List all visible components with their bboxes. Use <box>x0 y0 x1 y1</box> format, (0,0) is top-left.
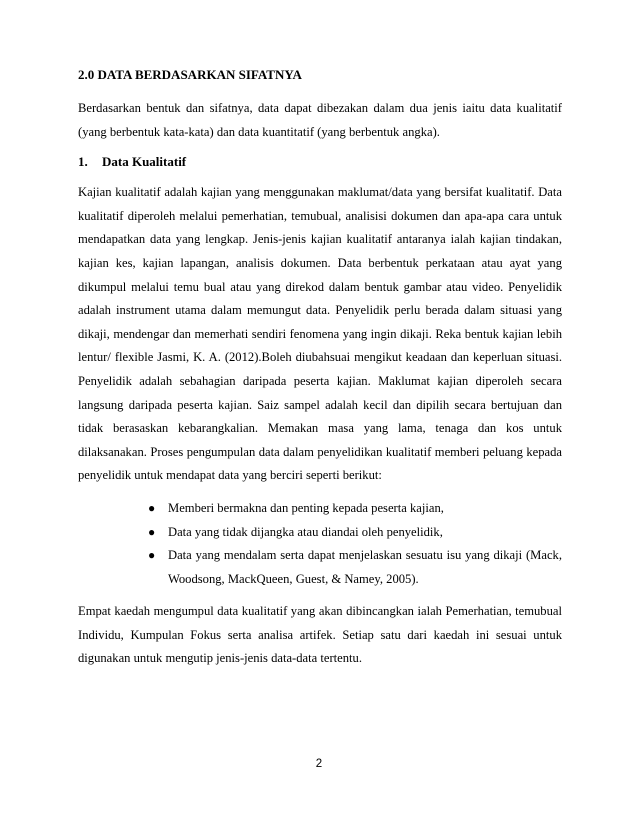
bullet-text: Memberi bermakna dan penting kepada peserta kajian, <box>168 500 444 515</box>
page-content <box>78 66 562 680</box>
bullet-icon: ● <box>148 524 156 539</box>
bullet-icon: ● <box>148 548 156 563</box>
bullet-icon: ● <box>148 500 156 515</box>
page-number: 2 <box>315 758 323 770</box>
subsection-heading <box>78 153 562 171</box>
closing-paragraph: Empat kaedah mengumpul data kualitatif yang akan dibincangkan ialah Pemerhatian, temubual Individu, Kumpulan Fokus serta analisa artifek. Setiap satu dari kaedah ini sesuai untuk digunakan untuk mengutip jenis-jenis data-data tertentu. <box>78 604 562 666</box>
list-item <box>148 544 562 591</box>
bullet-text: Data yang mendalam serta dapat menjelaskan sesuatu isu yang dikaji (Mack, Woodsong, MackQueen, Guest, & Namey, 2005). <box>168 548 562 586</box>
bullet-text: Data yang tidak dijangka atau diandai oleh penyelidik, <box>168 524 443 539</box>
list-item <box>148 497 562 521</box>
subsection-number: 1. <box>78 154 88 170</box>
bullet-list <box>78 497 562 591</box>
list-item <box>148 521 562 545</box>
main-paragraph: Kajian kualitatif adalah kajian yang menggunakan maklumat/data yang bersifat kualitatif. Data kualitatif diperoleh melalui pemerhatian, temubual, analisisi dokumen dan apa-apa cara untuk mendapatkan data yang lengkap. Jenis-jenis kajian kualitatif antaranya ialah kajian tindakan, kajian kes, kajian lapangan, analisis dokumen. Data berbentuk perkataan atau ayat yang dikumpul melalui temu bual atau yang direkod dalam bentuk gambar atau video. Penyelidik adalah instrument utama dalam memungut data. Penyelidik perlu berada dalam situasi yang dikaji, mendengar dan memerhati sendiri fenomena yang ingin dikaji. Reka bentuk kajian lebih lentur/ flexible Jasmi, K. A. (2012).Boleh diubahsuai mengikut keadaan dan keperluan situasi. Penyelidik adalah sebahagian daripada peserta kajian. Maklumat kajian diperoleh secara langsung daripada peserta kajian. Saiz sampel adalah kecil dan dipilih secara bertujuan dan tidak berasaskan kebarangkalian. Memakan masa yang lama, tenaga dan kos untuk dilaksanakan. Proses pengumpulan data dalam penyelidikan kualitatif memberi peluang kepada penyelidik untuk mendapat data yang berciri seperti berikut: <box>78 185 562 483</box>
section-heading: 2.0 DATA BERDASARKAN SIFATNYA <box>78 67 302 82</box>
intro-paragraph: Berdasarkan bentuk dan sifatnya, data dapat dibezakan dalam dua jenis iaitu data kualitatif (yang berbentuk kata-kata) dan data kuantitatif (yang berbentuk angka). <box>78 101 562 139</box>
subsection-title: Data Kualitatif <box>102 154 187 170</box>
